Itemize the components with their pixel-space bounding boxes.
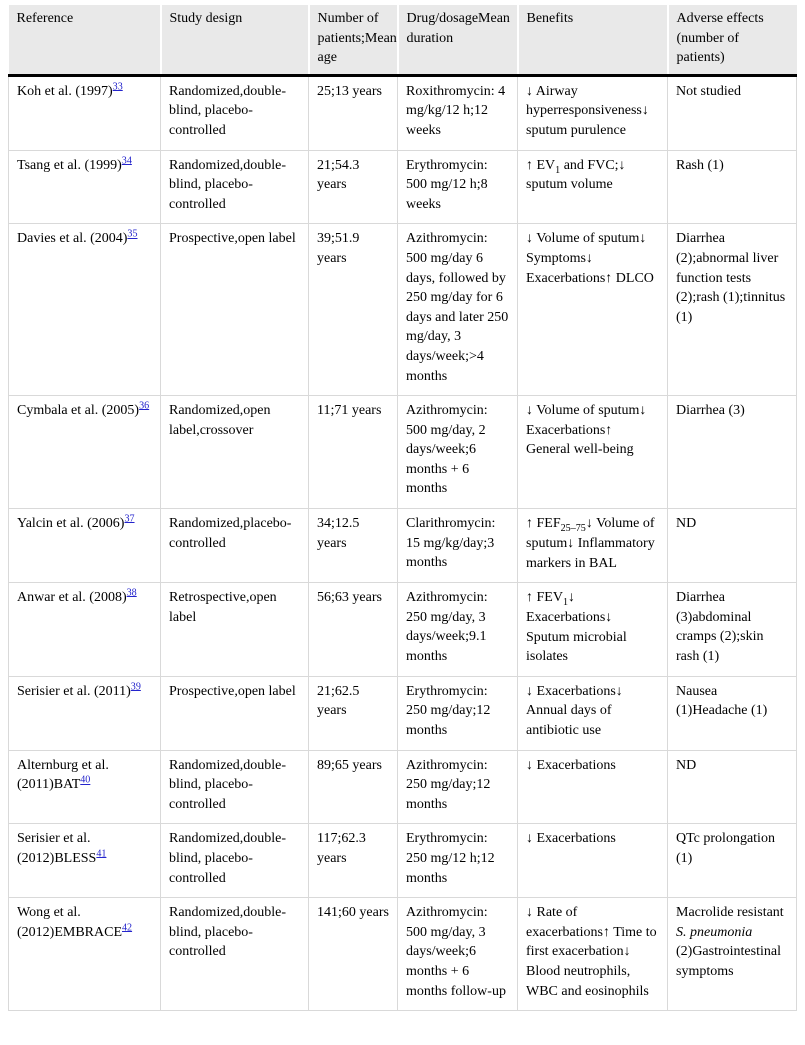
adverse-effects-cell (668, 509, 797, 583)
citation-link[interactable]: 37 (124, 513, 135, 525)
cell-text: Diarrhea (3)abdominal cramps (2);skin rash (1) (676, 590, 764, 664)
drug-dosage-cell (398, 583, 518, 677)
table-row (9, 509, 797, 583)
cell-text: Anwar et al. (2008) (17, 590, 127, 606)
cell-text: Azithromycin: 250 mg/day;12 months (406, 757, 491, 812)
cell-text: 117;62.3 years (317, 831, 366, 866)
benefits-cell (518, 898, 668, 1011)
cell-text: Retrospective,open label (169, 590, 277, 625)
citation-link[interactable]: 35 (127, 228, 138, 240)
adverse-effects-cell (668, 676, 797, 750)
cell-text: ↑ FEF (526, 516, 561, 532)
cell-text: Prospective,open label (169, 231, 296, 247)
table-row (9, 824, 797, 898)
study-design-cell (161, 824, 309, 898)
reference-cell (9, 824, 161, 898)
study-design-cell (161, 750, 309, 824)
cell-text: 34;12.5 years (317, 516, 360, 551)
study-design-cell (161, 583, 309, 677)
citation-link[interactable]: 41 (96, 848, 107, 860)
cell-text: ↓ Exacerbations↓ Annual days of antibiotic use (526, 683, 623, 738)
adverse-effects-cell (668, 824, 797, 898)
patients-age-cell (309, 224, 398, 396)
cell-text: ND (676, 516, 697, 532)
table-row (9, 396, 797, 509)
header-study-design: Study design (161, 5, 309, 75)
subscript-text: 25–75 (560, 522, 586, 534)
drug-dosage-cell (398, 509, 518, 583)
cell-text: Not studied (676, 83, 741, 99)
cell-text: QTc prolongation (1) (676, 831, 775, 866)
cell-text: 21;54.3 years (317, 157, 360, 193)
study-table-container (8, 5, 797, 1011)
study-design-cell (161, 150, 309, 224)
reference-cell (9, 509, 161, 583)
drug-dosage-cell (398, 750, 518, 824)
drug-dosage-cell (398, 676, 518, 750)
adverse-effects-cell (668, 224, 797, 396)
cell-text: Serisier et al. (2011) (17, 683, 131, 699)
cell-text: ↓ Airway hyperresponsiveness↓ sputum purulence (526, 83, 649, 138)
drug-dosage-cell (398, 150, 518, 224)
benefits-cell (518, 396, 668, 509)
cell-text: Clarithromycin: 15 mg/kg/day;3 months (406, 516, 496, 571)
drug-dosage-cell (398, 224, 518, 396)
cell-text: ↓ Volume of sputum↓ Symptoms↓ Exacerbations↑ DLCO (526, 231, 654, 286)
header-patients-age: Number of patients;Mean age (309, 5, 398, 75)
subscript-text: 1 (562, 596, 568, 608)
study-design-cell (161, 75, 309, 150)
patients-age-cell (309, 509, 398, 583)
cell-text: ↓ Exacerbations (526, 757, 616, 773)
species-name-italic: S. pneumonia (676, 924, 753, 940)
table-body (9, 75, 797, 1010)
benefits-cell (518, 224, 668, 396)
cell-text: Azithromycin: 250 mg/day, 3 days/week;9.1 months (406, 590, 488, 664)
reference-cell (9, 676, 161, 750)
citation-link[interactable]: 36 (139, 400, 150, 412)
cell-text: Prospective,open label (169, 683, 296, 699)
study-design-cell (161, 676, 309, 750)
header-benefits: Benefits (518, 5, 668, 75)
study-design-cell (161, 396, 309, 509)
drug-dosage-cell (398, 75, 518, 150)
benefits-cell (518, 676, 668, 750)
header-reference: Reference (9, 5, 161, 75)
cell-text: Cymbala et al. (2005) (17, 403, 140, 419)
cell-text: Koh et al. (1997) (17, 83, 113, 99)
benefits-cell (518, 824, 668, 898)
cell-text: 56;63 years (317, 590, 382, 606)
reference-cell (9, 224, 161, 396)
cell-text: Randomized,open label,crossover (169, 403, 271, 438)
patients-age-cell (309, 583, 398, 677)
subscript-text: 1 (555, 164, 561, 176)
study-design-cell (161, 224, 309, 396)
table-row (9, 224, 797, 396)
citation-link[interactable]: 34 (121, 154, 132, 166)
cell-text: Nausea (1)Headache (1) (676, 683, 768, 719)
adverse-effects-cell (668, 396, 797, 509)
benefits-cell (518, 75, 668, 150)
cell-text: Randomized,double-blind, placebo-controlled (169, 831, 287, 886)
citation-link[interactable]: 38 (126, 587, 137, 599)
cell-text: Randomized,double-blind, placebo-controlled (169, 905, 287, 960)
adverse-effects-cell (668, 75, 797, 150)
citation-link[interactable]: 40 (80, 774, 91, 786)
cell-text: 89;65 years (317, 757, 382, 773)
citation-link[interactable]: 42 (122, 922, 133, 934)
cell-text: ↑ FEV (526, 590, 563, 606)
cell-text: 141;60 years (317, 905, 389, 921)
table-row (9, 583, 797, 677)
adverse-effects-cell (668, 898, 797, 1011)
patients-age-cell (309, 824, 398, 898)
drug-dosage-cell (398, 396, 518, 509)
reference-cell (9, 898, 161, 1011)
cell-text: Roxithromycin: 4 mg/kg/12 h;12 weeks (406, 83, 506, 138)
cell-text: Diarrhea (3) (676, 403, 745, 419)
cell-text: Randomized,double-blind, placebo-controlled (169, 157, 287, 212)
cell-text: Yalcin et al. (2006) (17, 516, 125, 532)
patients-age-cell (309, 676, 398, 750)
benefits-cell (518, 509, 668, 583)
benefits-cell (518, 150, 668, 224)
cell-text: Randomized,double-blind, placebo-controlled (169, 83, 287, 138)
citation-link[interactable]: 39 (130, 681, 141, 693)
table-row (9, 750, 797, 824)
cell-text: ↑ EV (526, 157, 556, 173)
patients-age-cell (309, 150, 398, 224)
cell-text: ↓ Volume of sputum↓ Inflammatory markers in BAL (526, 516, 655, 571)
reference-cell (9, 750, 161, 824)
patients-age-cell (309, 396, 398, 509)
cell-text: Davies et al. (2004) (17, 231, 128, 247)
header-drug-dosage: Drug/dosageMean duration (398, 5, 518, 75)
patients-age-cell (309, 898, 398, 1011)
study-design-cell (161, 898, 309, 1011)
cell-text: Erythromycin: 250 mg/day;12 months (406, 683, 491, 738)
cell-text: Alternburg et al. (2011)BAT (17, 757, 109, 793)
cell-text: Azithromycin: 500 mg/day, 2 days/week;6 months + 6 months (406, 403, 488, 497)
cell-text: ↓ Rate of exacerbations↑ Time to first exacerbation↓ Blood neutrophils, WBC and eosinophils (526, 905, 657, 999)
cell-text: Randomized,placebo-controlled (169, 516, 292, 551)
cell-text: (2)Gastrointestinal symptoms (676, 944, 781, 979)
cell-text: Azithromycin: 500 mg/day, 3 days/week;6 months + 6 months follow-up (406, 905, 506, 999)
cell-text: Randomized,double-blind, placebo-controlled (169, 757, 287, 812)
cell-text: 21;62.5 years (317, 683, 360, 719)
header-adverse-effects: Adverse effects (number of patients) (668, 5, 797, 75)
adverse-effects-cell (668, 150, 797, 224)
cell-text: Macrolide resistant (676, 905, 784, 921)
reference-cell (9, 583, 161, 677)
cell-text: ↓ Exacerbations↓ Sputum microbial isolates (526, 590, 627, 665)
reference-cell (9, 396, 161, 509)
table-row (9, 676, 797, 750)
cell-text: ND (676, 757, 697, 773)
cell-text: ↓ Volume of sputum↓ Exacerbations↑ General well-being (526, 403, 647, 458)
cell-text: Azithromycin: 500 mg/day 6 days, followed by 250 mg/day for 6 days and later 250 mg/day, 3 days/week;>4 months (406, 231, 509, 384)
cell-text: 25;13 years (317, 83, 382, 99)
table-row (9, 75, 797, 150)
header-row (9, 5, 797, 75)
drug-dosage-cell (398, 898, 518, 1011)
table-row (9, 898, 797, 1011)
citation-link[interactable]: 33 (112, 81, 123, 93)
cell-text: Wong et al. (2012)EMBRACE (17, 905, 122, 940)
benefits-cell (518, 583, 668, 677)
adverse-effects-cell (668, 750, 797, 824)
benefits-cell (518, 750, 668, 824)
cell-text: 11;71 years (317, 403, 382, 419)
patients-age-cell (309, 75, 398, 150)
table-row (9, 150, 797, 224)
adverse-effects-cell (668, 583, 797, 677)
cell-text: and FVC;↓ sputum volume (526, 157, 626, 193)
cell-text: Serisier et al. (2012)BLESS (17, 831, 97, 866)
macrolide-studies-table (8, 5, 797, 1011)
cell-text: Diarrhea (2);abnormal liver function tests (2);rash (1);tinnitus (1) (676, 231, 786, 325)
table-header (9, 5, 797, 75)
cell-text: Erythromycin: 500 mg/12 h;8 weeks (406, 157, 488, 212)
cell-text: Rash (1) (676, 157, 724, 173)
cell-text: 39;51.9 years (317, 231, 360, 266)
patients-age-cell (309, 750, 398, 824)
study-design-cell (161, 509, 309, 583)
cell-text: Tsang et al. (1999) (17, 157, 122, 173)
cell-text: ↓ Exacerbations (526, 831, 616, 847)
reference-cell (9, 75, 161, 150)
cell-text: Erythromycin: 250 mg/12 h;12 months (406, 831, 495, 886)
drug-dosage-cell (398, 824, 518, 898)
reference-cell (9, 150, 161, 224)
